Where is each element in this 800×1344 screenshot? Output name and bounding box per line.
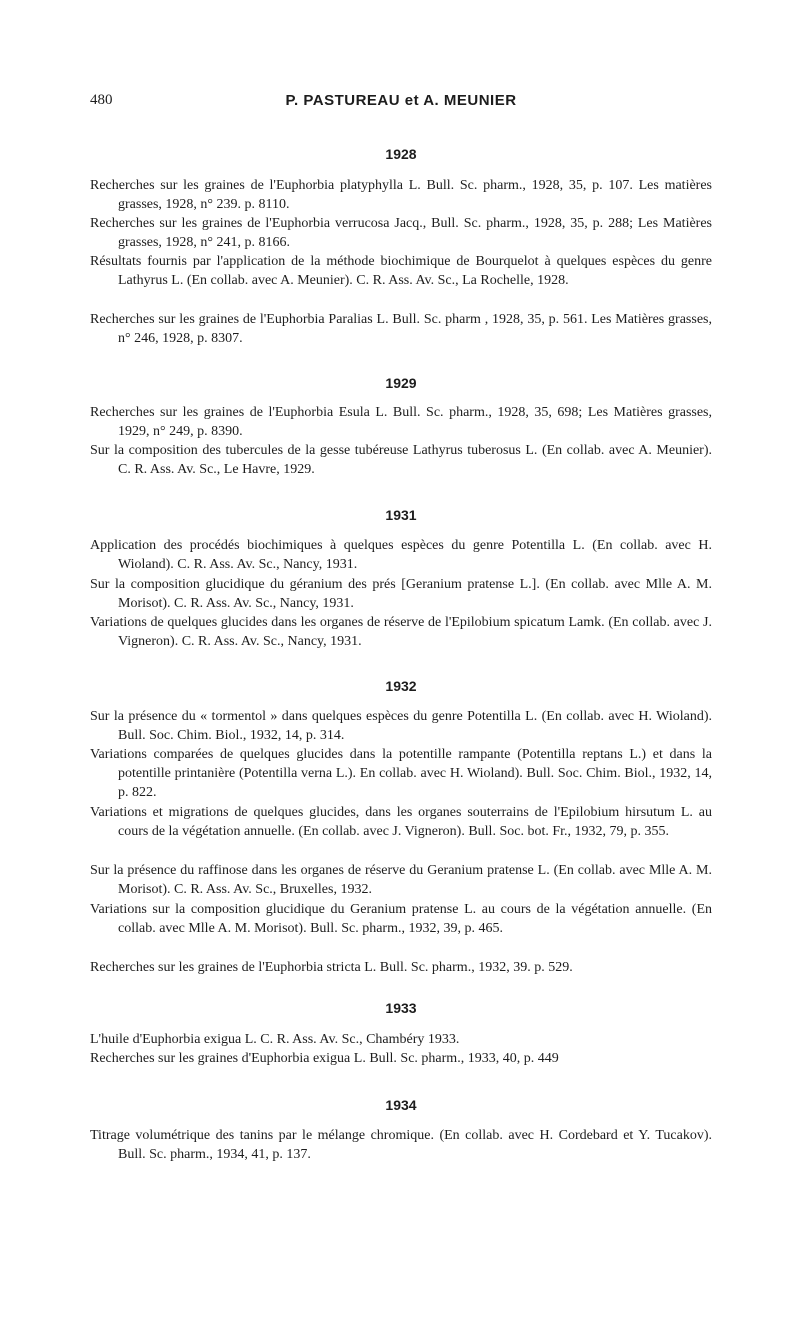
bibliography-entry: Recherches sur les graines d'Euphorbia exigua L. Bull. Sc. pharm., 1933, 40, p. 449 [90,1051,559,1066]
bibliography-entry: Recherches sur les graines de l'Euphorbia verrucosa Jacq., Bull. Sc. pharm., 1928, 35, p. 288; Les Matières grasses, 1928, n° 241, p. 8166. [90,216,712,250]
bibliography-entry: Recherches sur les graines de l'Euphorbia platyphylla L. Bull. Sc. pharm., 1928, 35, p. 107. Les matières grasses, 1928, n° 239. p. 8110. [90,178,712,212]
bibliography-entry: Recherches sur les graines de l'Euphorbia Esula L. Bull. Sc. pharm., 1928, 35, 698; Les Matières grasses, 1929, n° 249, p. 8390. [90,405,712,439]
bibliography-entry: Variations comparées de quelques glucides dans la potentille rampante (Potentilla reptans L.) et dans la potentille printanière (Potentilla verna L.). En collab. avec H. Wioland). Bull. Soc. Chim. Biol., 1932, 14, p. 822. [90,747,712,800]
bibliography-entry: Variations de quelques glucides dans les organes de réserve de l'Epilobium spicatum Lamk. (En collab. avec J. Vigneron). C. R. Ass. Av. Sc., Nancy, 1931. [90,615,712,649]
year-heading: 1934 [385,1097,417,1113]
bibliography-entry: Recherches sur les graines de l'Euphorbia Paralias L. Bull. Sc. pharm , 1928, 35, p. 561. Les Matières grasses, n° 246, 1928, p. 8307. [90,312,712,346]
bibliography-entry: Recherches sur les graines de l'Euphorbia stricta L. Bull. Sc. pharm., 1932, 39. p. 529. [90,960,573,975]
page-header [90,92,712,116]
year-heading: 1928 [385,146,417,162]
bibliography-entry: Titrage volumétrique des tanins par le mélange chromique. (En collab. avec H. Cordebard et Y. Tucakov). Bull. Sc. pharm., 1934, 41, p. 137. [90,1128,712,1162]
year-heading: 1931 [385,507,417,523]
bibliography-entry: Résultats fournis par l'application de la méthode biochimique de Bourquelot à quelques espèces du genre Lathyrus L. (En collab. avec A. Meunier). C. R. Ass. Av. Sc., La Rochelle, 1928. [90,254,712,288]
year-heading: 1933 [385,1000,417,1016]
year-heading: 1932 [385,678,417,694]
bibliography-entry: Sur la composition des tubercules de la gesse tubéreuse Lathyrus tuberosus L. (En collab. avec A. Meunier). C. R. Ass. Av. Sc., Le Havre, 1929. [90,443,712,477]
bibliography-entry: Sur la présence du raffinose dans les organes de réserve du Geranium pratense L. (En collab. avec Mlle A. M. Morisot). C. R. Ass. Av. Sc., Bruxelles, 1932. [90,863,712,897]
bibliography-entry: Variations et migrations de quelques glucides, dans les organes souterrains de l'Epilobium hirsutum L. au cours de la végétation annuelle. (En collab. avec J. Vigneron). Bull. Soc. bot. Fr., 1932, 79, p. 355. [90,805,712,839]
year-heading: 1929 [385,375,417,391]
bibliography-entry: Variations sur la composition glucidique du Geranium pratense L. au cours de la végétation annuelle. (En collab. avec Mlle A. M. Morisot). Bull. Sc. pharm., 1932, 39, p. 465. [90,902,712,936]
bibliography-entry: Sur la composition glucidique du géranium des prés [Geranium pratense L.]. (En collab. avec Mlle A. M. Morisot). C. R. Ass. Av. Sc., Nancy, 1931. [90,577,712,611]
bibliography-entry: Application des procédés biochimiques à quelques espèces du genre Potentilla L. (En collab. avec H. Wioland). C. R. Ass. Av. Sc., Nancy, 1931. [90,538,712,572]
bibliography-entry: Sur la présence du « tormentol » dans quelques espèces du genre Potentilla L. (En collab. avec H. Wioland). Bull. Soc. Chim. Biol., 1932, 14, p. 314. [90,709,712,743]
page-number: 480 [90,92,113,108]
running-title: P. PASTUREAU et A. MEUNIER [285,92,517,109]
bibliography-entry: L'huile d'Euphorbia exigua L. C. R. Ass. Av. Sc., Chambéry 1933. [90,1032,460,1047]
